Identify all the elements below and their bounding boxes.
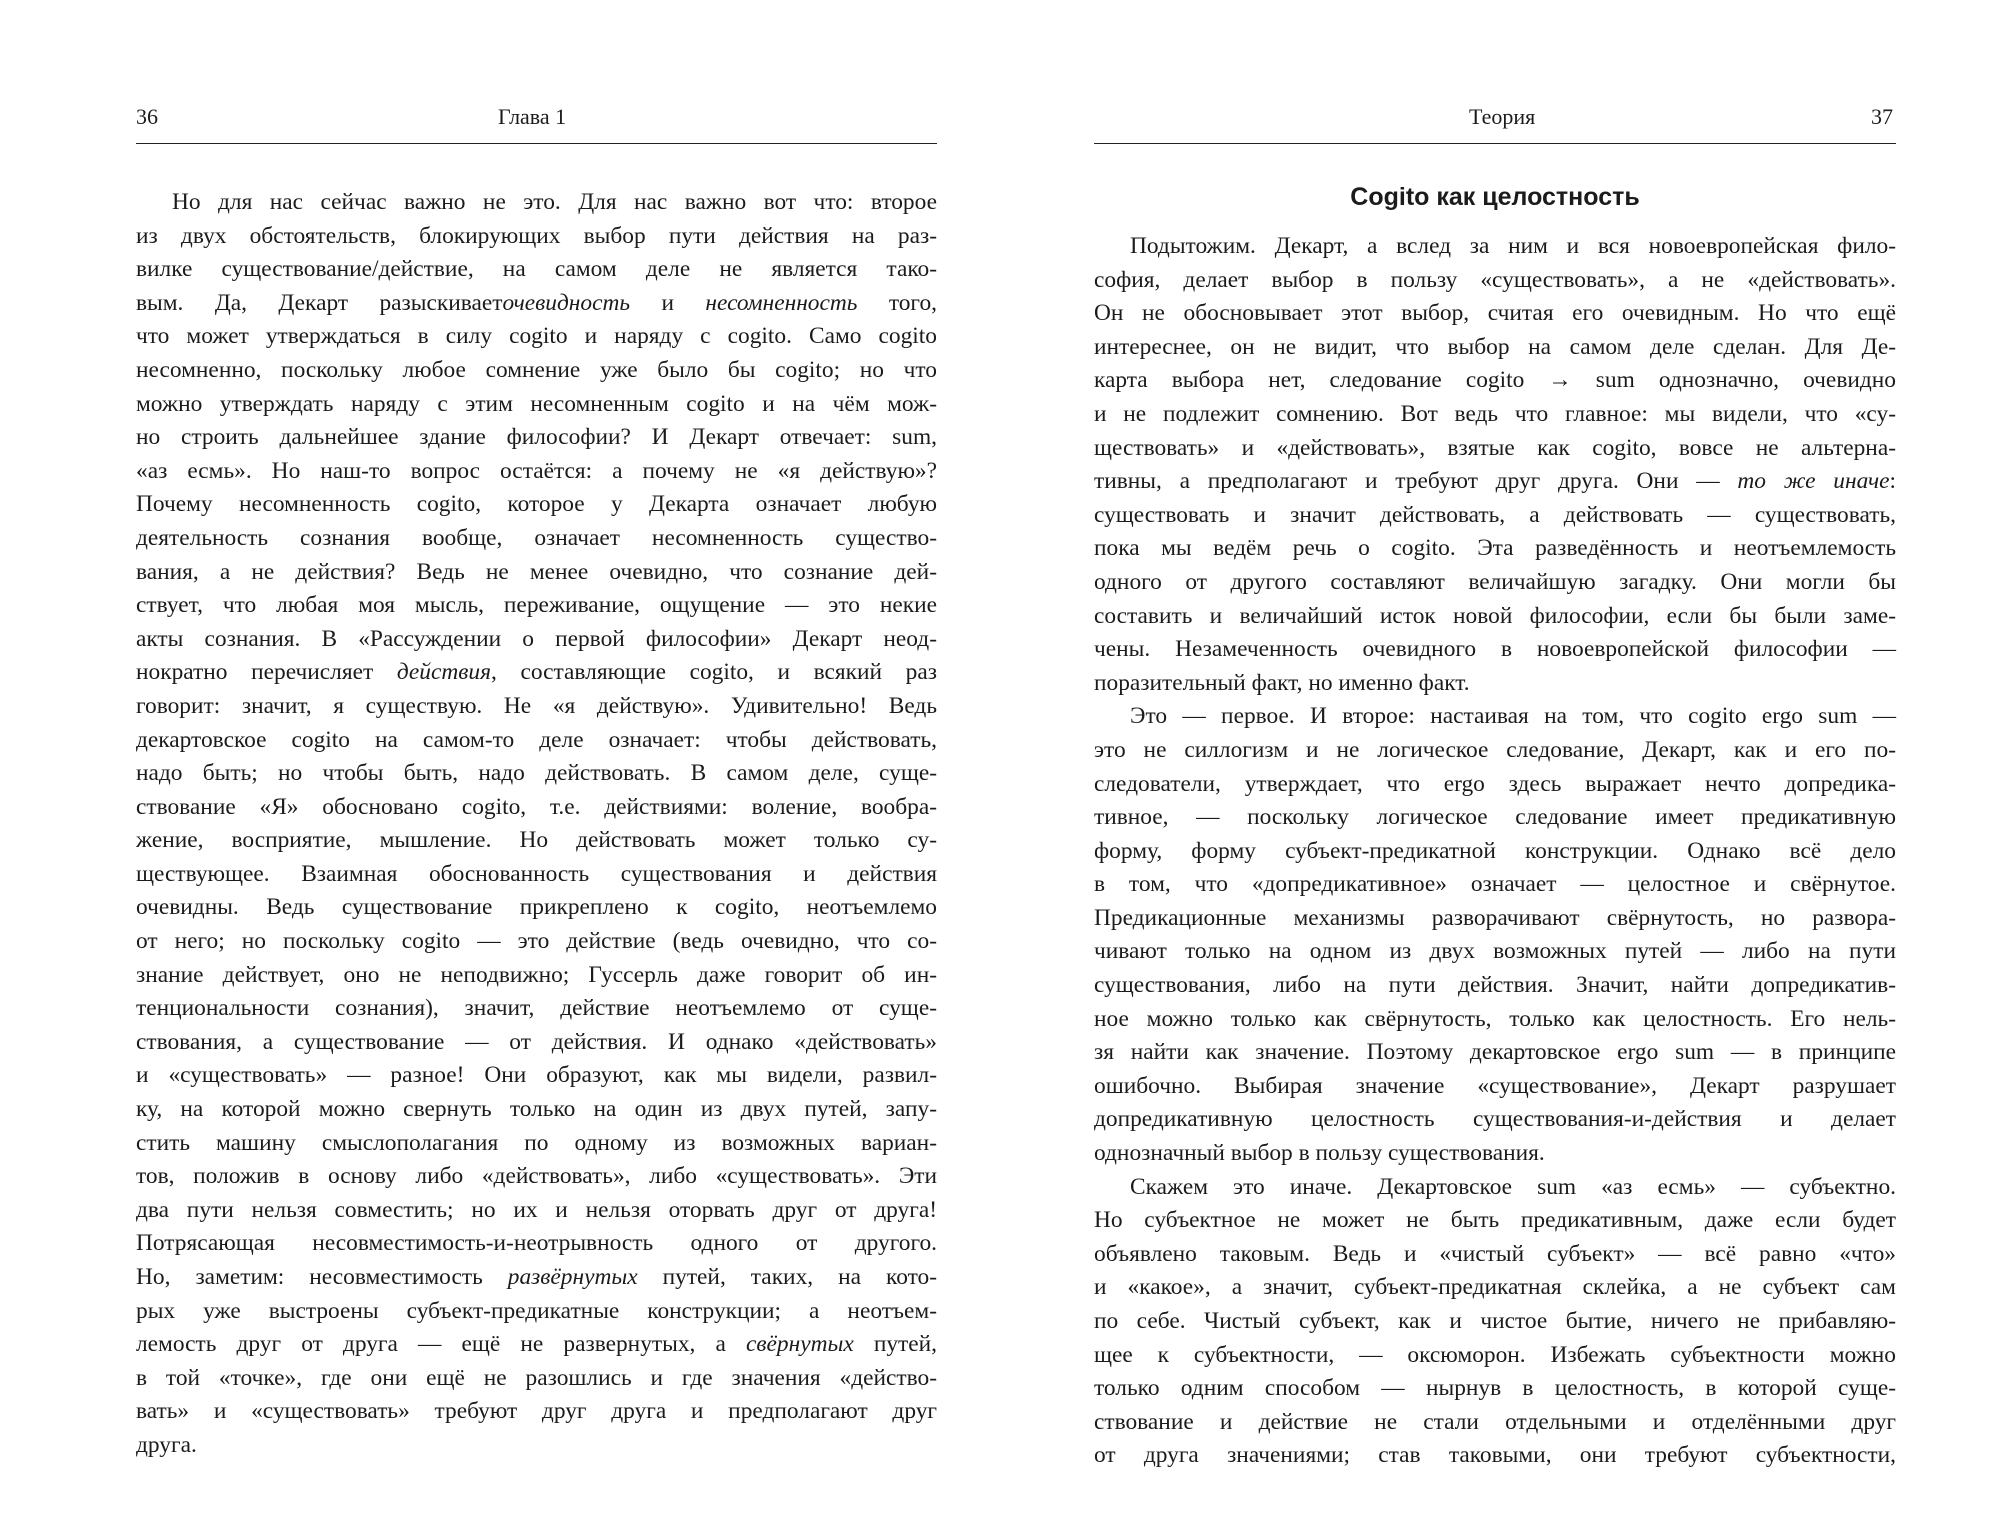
text-run: софия, делает выбор в пользу «существовать», а не «действовать». [1094,266,1896,293]
text-run: и не подлежит сомнению. Вот ведь что главное: мы видели, что «су- [1094,400,1896,427]
text-run: ошибочно. Выбирая значение «существование», Декарт разрушает [1094,1072,1896,1099]
text-run: Почему несомненность cogito, которое у Декарта означает любую [136,491,937,518]
text-run: ществовать» и «действовать», взятые как cogito, вовсе не альтерна- [1094,434,1896,461]
text-line [136,556,937,590]
text-run: друга. [136,1431,197,1458]
text-line [136,1059,937,1093]
text-line [136,623,937,657]
text-line [136,354,937,388]
text-run: нократно перечисляет [136,659,397,686]
text-line [136,589,937,623]
page-number: 36 [136,104,158,129]
text-line [1094,532,1896,566]
text-run: тенциональности сознания), значит, действие неотъемлемо от суще- [136,995,937,1022]
running-head: Теория [1469,104,1536,129]
text-line [136,186,937,220]
text-run: надо быть; но чтобы быть, надо действовать. В самом деле, суще- [136,760,937,787]
text-line [136,757,937,791]
text-line [136,388,937,422]
text-line [136,1194,937,1228]
section-title: Cogito как целостность [1350,183,1640,211]
text-run: это не силлогизм и не логическое следование, Декарт, как и его по- [1094,736,1896,763]
italic-emphasis: действия [396,659,492,686]
text-line [136,220,937,254]
italic-emphasis: свёрнутых [745,1331,854,1358]
text-run: , составляющие cogito, и всякий раз [491,659,937,686]
text-run: путей, [853,1331,937,1358]
text-run: вания, а не действия? Ведь не менее очевидно, что сознание дей- [136,558,937,585]
text-run: Но для нас сейчас важно не это. Для нас важно вот что: второе [172,189,937,215]
text-line [1094,499,1896,533]
text-line [1094,1003,1896,1037]
text-line [1094,1238,1896,1272]
italic-emphasis: то же иначе [1737,468,1890,495]
italic-emphasis: несомненность [705,289,858,316]
text-run: пока мы ведём речь о cogito. Эта разведённость и неотъемлемость [1094,535,1896,562]
text-run: зя найти как значение. Поэтому декартовское ergo sum — в принципе [1094,1039,1896,1066]
text-run: Потрясающая несовместимость-и-неотрывность одного от другого. [136,1230,937,1257]
text-run: и [630,289,706,316]
text-run: ное можно только как свёрнутость, только как целостность. Его нель- [1094,1005,1896,1032]
text-line [136,320,937,354]
text-run: в том, что «допредикативное» означает — целостное и свёрнутое. [1094,871,1896,898]
text-line [1094,969,1896,1003]
text-line [136,1093,937,1127]
text-run: следователи, утверждает, что ergo здесь выражает нечто допредика- [1094,770,1896,797]
text-line [136,656,937,690]
text-run: деятельность сознания вообще, означает несомненность существо- [136,524,937,551]
text-run: в той «точке», где они ещё не разошлись и где значения «действо- [136,1364,937,1391]
text-line [1094,230,1896,264]
text-line [1094,734,1896,768]
text-run: тивны, а предполагают и требуют друг друга. Они — [1094,468,1738,495]
text-line [1094,1070,1896,1104]
text-run: карта выбора нет, следование cogito → sum однозначно, очевидно [1094,367,1896,394]
text-run: путей, таких, на кото- [637,1264,937,1290]
text-line [1094,1372,1896,1406]
text-run: от него; но поскольку cogito — это действие (ведь очевидно, что со- [136,928,937,955]
text-line [136,1328,937,1362]
text-run: щее к субъектности, — оксюморон. Избежать субъектности можно [1094,1341,1896,1368]
text-line [136,1395,937,1429]
text-run: вилке существование/действие, на самом деле не является тако- [136,256,937,283]
text-line [1094,1204,1896,1238]
text-run: ствует, что любая моя мысль, переживание, ощущение — это некие [136,592,937,619]
text-line [1094,1406,1896,1440]
text-line [136,724,937,758]
text-run: составить и величайший исток новой философии, если бы были заме- [1094,602,1896,629]
text-line [1094,1103,1896,1137]
header-rule [1094,143,1896,144]
text-run: декартовское cogito на самом-то деле означает: чтобы действовать, [136,726,937,753]
text-line [136,488,937,522]
text-run: существования, либо на пути действия. Значит, найти допредикатив- [1094,972,1896,999]
body-text [1094,230,1896,1473]
text-run: поразительный факт, но именно факт. [1094,669,1470,696]
text-run: ствование и действие не стали отдельными и отделёнными друг [1094,1408,1896,1435]
text-run: жение, восприятие, мышление. Но действовать может только су- [136,827,937,854]
text-line [136,1429,937,1463]
text-line [136,1261,937,1295]
text-run: однозначный выбор в пользу существования. [1094,1140,1545,1167]
text-run: Он не обосновывает этот выбор, считая его очевидным. Но что ещё [1094,300,1896,327]
text-line [1094,902,1896,936]
text-run: того, [857,289,937,316]
text-run: Но, заметим: несовместимость [136,1264,508,1290]
text-run: вым. Да, Декарт разыскивает [136,289,503,316]
text-line [1094,835,1896,869]
text-run: одного от другого составляют величайшую загадку. Они могли бы [1094,568,1896,595]
text-line [136,1227,937,1261]
text-run: «аз есмь». Но наш-то вопрос остаётся: а почему не «я действую»? [136,457,937,484]
text-line [1094,566,1896,600]
text-line [136,1127,937,1161]
text-line [1094,801,1896,835]
text-run: Но субъектное не может не быть предикативным, даже если будет [1094,1207,1896,1234]
text-line [136,1160,937,1194]
text-line [136,858,937,892]
body-text [136,186,937,1463]
text-line [136,959,937,993]
text-run: ществующее. Взаимная обоснованность существования и действия [136,860,937,887]
text-run: два пути нельзя совместить; но их и нельзя оторвать друг от друга! [136,1196,937,1223]
text-run: допредикативную целостность существования-и-действия и делает [1094,1106,1896,1133]
right-page [1000,0,2000,1525]
text-run: ствование «Я» обосновано cogito, т.е. действиями: воление, вообра- [136,793,937,820]
text-line [136,891,937,925]
text-line [1094,1439,1896,1473]
text-line [1094,398,1896,432]
text-run: от друга значениями; став таковыми, они требуют субъектности, [1094,1442,1896,1469]
text-line [1094,700,1896,734]
text-run: только одним способом — нырнув в целостность, в которой суще- [1094,1375,1896,1402]
text-run: говорит: значит, я существую. Не «я действую». Удивительно! Ведь [136,692,937,719]
text-line [1094,633,1896,667]
text-line [136,690,937,724]
text-line [136,1026,937,1060]
text-line [136,791,937,825]
text-run: чены. Незамеченность очевидного в новоевропейской философии — [1094,636,1896,663]
text-run: из двух обстоятельств, блокирующих выбор пути действия на раз- [136,222,937,249]
text-line [136,421,937,455]
text-line [136,253,937,287]
text-line [1094,1137,1896,1171]
text-run: Это — первое. И второе: настаивая на том, что cogito ergo sum — [1130,703,1896,730]
text-line [136,455,937,489]
text-line [1094,465,1896,499]
text-line [136,1362,937,1396]
text-run: интереснее, он не видит, что выбор на самом деле сделан. Для Де- [1094,333,1896,360]
text-run: что может утверждаться в силу cogito и наряду с cogito. Само cogito [136,323,937,350]
text-run: Подытожим. Декарт, а вслед за ним и вся новоевропейская фило- [1130,233,1896,259]
text-run: чивают только на одном из двух возможных путей — либо на пути [1094,938,1896,965]
text-run: и «какое», а значит, субъект-предикатная склейка, а не субъект сам [1094,1274,1896,1301]
italic-emphasis: очевидность [502,289,631,316]
header-rule [136,143,937,144]
text-line [1094,364,1896,398]
text-run: объявлено таковым. Ведь и «чистый субъект» — всё равно «что» [1094,1240,1896,1267]
page-number: 37 [1871,104,1893,129]
text-run: очевидны. Ведь существование прикреплено к cogito, неотъемлемо [136,894,937,921]
text-line [1094,768,1896,802]
text-line [1094,667,1896,701]
text-run: вать» и «существовать» требуют друг друга и предполагают друг [136,1398,937,1425]
text-run: несомненно, поскольку любое сомнение уже было бы cogito; но что [136,356,937,383]
text-run: : [1889,468,1896,495]
text-line [1094,331,1896,365]
text-run: Скажем это иначе. Декартовское sum «аз есмь» — субъектно. [1130,1173,1896,1200]
text-line [1094,1271,1896,1305]
text-line [1094,432,1896,466]
text-run: тивное, — поскольку логическое следование имеет предикативную [1094,804,1896,831]
text-run: существовать и значит действовать, а действовать — существовать, [1094,501,1896,528]
text-line [1094,297,1896,331]
text-line [1094,935,1896,969]
text-run: форму, форму субъект-предикатной конструкции. Однако всё дело [1094,837,1896,864]
running-head: Глава 1 [498,104,567,129]
text-line [136,925,937,959]
text-run: можно утверждать наряду с этим несомненным cogito и на чём мож- [136,390,937,417]
text-line [1094,1339,1896,1373]
text-run: стить машину смыслополагания по одному из возможных вариан- [136,1129,937,1156]
text-line [1094,600,1896,634]
text-run: рых уже выстроены субъект-предикатные конструкции; а неотъем- [136,1297,937,1324]
text-line [136,287,937,321]
text-line [136,1295,937,1329]
text-line [136,824,937,858]
text-line [1094,1171,1896,1205]
text-run: ку, на которой можно свернуть только на один из двух путей, запу- [136,1096,937,1123]
text-run: знание действует, оно не неподвижно; Гуссерль даже говорит об ин- [136,961,937,988]
text-run: и «существовать» — разное! Они образуют, как мы видели, развил- [136,1062,937,1089]
italic-emphasis: развёрнутых [507,1264,638,1290]
text-line [1094,868,1896,902]
text-run: Предикационные механизмы разворачивают свёрнутость, но развора- [1094,904,1896,931]
text-run: ствования, а существование — от действия. И однако «действовать» [136,1028,937,1055]
text-run: акты сознания. В «Рассуждении о первой философии» Декарт неод- [136,625,937,652]
text-line [1094,264,1896,298]
text-run: но строить дальнейшее здание философии? И Декарт отвечает: sum, [136,424,937,451]
text-run: по себе. Чистый субъект, как и чистое бытие, ничего не прибавляю- [1094,1308,1896,1334]
text-line [136,992,937,1026]
text-line [136,522,937,556]
text-line [1094,1036,1896,1070]
text-run: лемость друг от друга — ещё не развернутых, а [136,1331,746,1358]
text-run: тов, положив в основу либо «действовать», либо «существовать». Эти [136,1163,937,1190]
text-line [1094,1305,1896,1339]
